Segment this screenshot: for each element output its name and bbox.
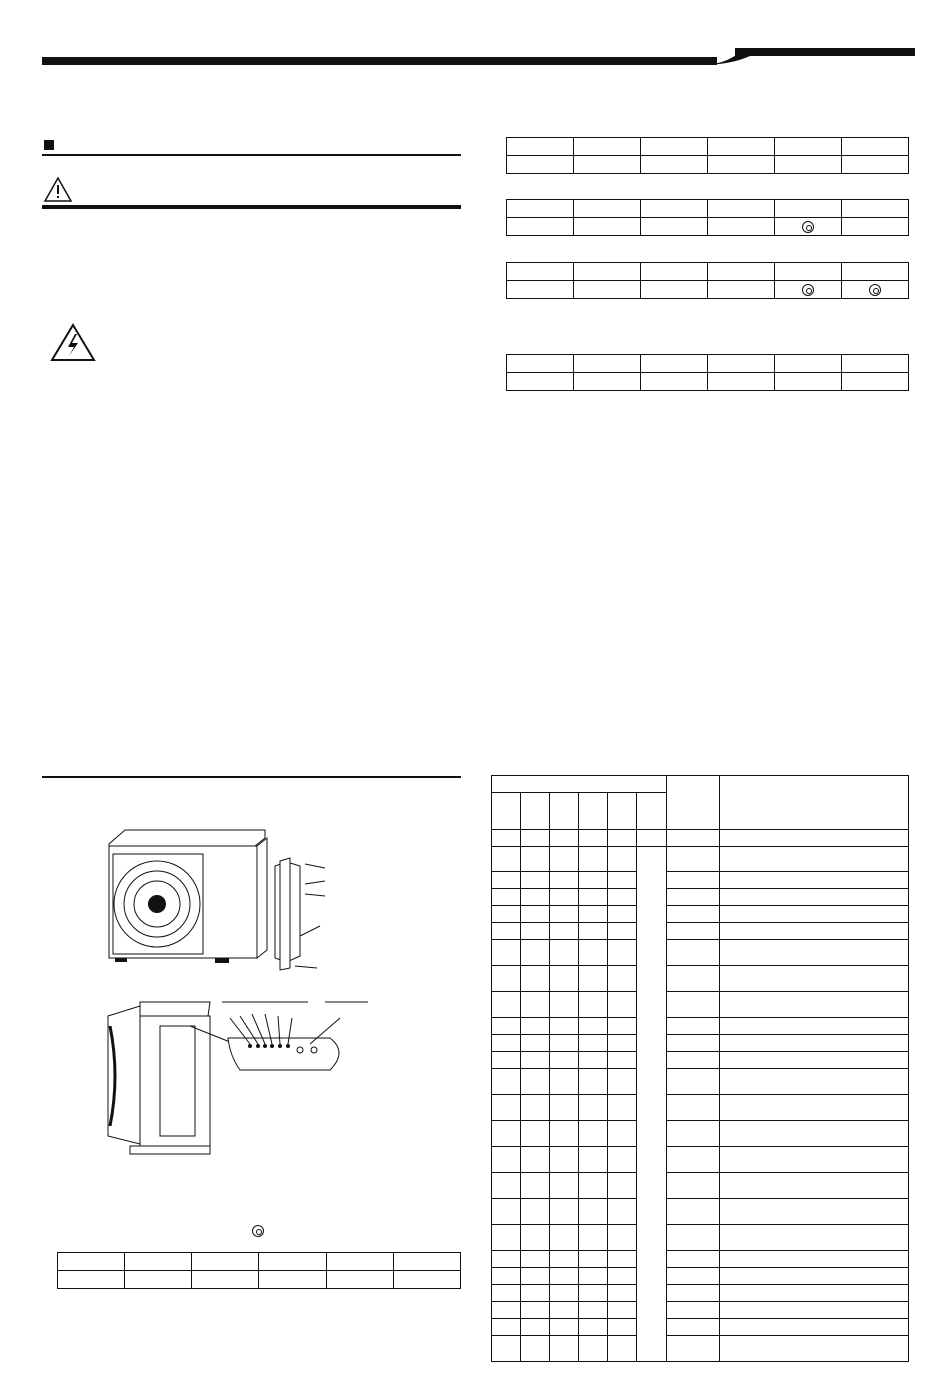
table-row [492, 1095, 909, 1121]
table-row [492, 1251, 909, 1268]
table-row [492, 1035, 909, 1052]
section-bullet [44, 140, 54, 150]
setting-table-3 [506, 262, 909, 299]
outdoor-unit-illustration [105, 826, 335, 976]
section-rule-2 [42, 776, 461, 778]
table-row [492, 1285, 909, 1302]
table-row [492, 1336, 909, 1362]
table-row [507, 373, 909, 391]
table-row [507, 263, 909, 281]
dip-switch-table [57, 1252, 461, 1289]
table-row [507, 156, 909, 174]
table-row [492, 1199, 909, 1225]
table-row [492, 1225, 909, 1251]
target-symbol-icon [802, 221, 814, 233]
table-row [492, 1302, 909, 1319]
setting-table-2 [506, 199, 909, 236]
electric-shock-icon [50, 323, 96, 362]
table-row [492, 1069, 909, 1095]
section-rule [42, 154, 461, 156]
table-row [492, 1319, 909, 1336]
table-row [507, 138, 909, 156]
table-row [492, 1052, 909, 1069]
table-row [492, 992, 909, 1018]
table-row [58, 1271, 461, 1289]
table-row [492, 906, 909, 923]
warning-rule [42, 205, 461, 209]
error-code-table [491, 775, 909, 1362]
control-board-illustration [100, 996, 370, 1158]
table-row [492, 966, 909, 992]
table-row [492, 889, 909, 906]
table-row [507, 281, 909, 299]
table-row [492, 847, 909, 872]
target-symbol-icon [252, 1225, 264, 1237]
table-row [492, 940, 909, 966]
table-row [507, 355, 909, 373]
table-row [507, 218, 909, 236]
table-row [492, 1173, 909, 1199]
table-row [492, 776, 909, 793]
target-symbol-icon [869, 284, 881, 296]
warning-triangle-icon [43, 176, 73, 203]
table-row [492, 830, 909, 847]
table-row [507, 200, 909, 218]
table-row [492, 923, 909, 940]
table-row [492, 872, 909, 889]
header-tab [700, 48, 915, 65]
table-row [492, 1121, 909, 1147]
table-row [492, 1268, 909, 1285]
table-row [492, 1018, 909, 1035]
target-symbol-icon [802, 284, 814, 296]
setting-table-1 [506, 137, 909, 174]
header-bar [42, 57, 717, 65]
table-row [492, 1147, 909, 1173]
setting-table-4 [506, 354, 909, 391]
table-row [58, 1253, 461, 1271]
